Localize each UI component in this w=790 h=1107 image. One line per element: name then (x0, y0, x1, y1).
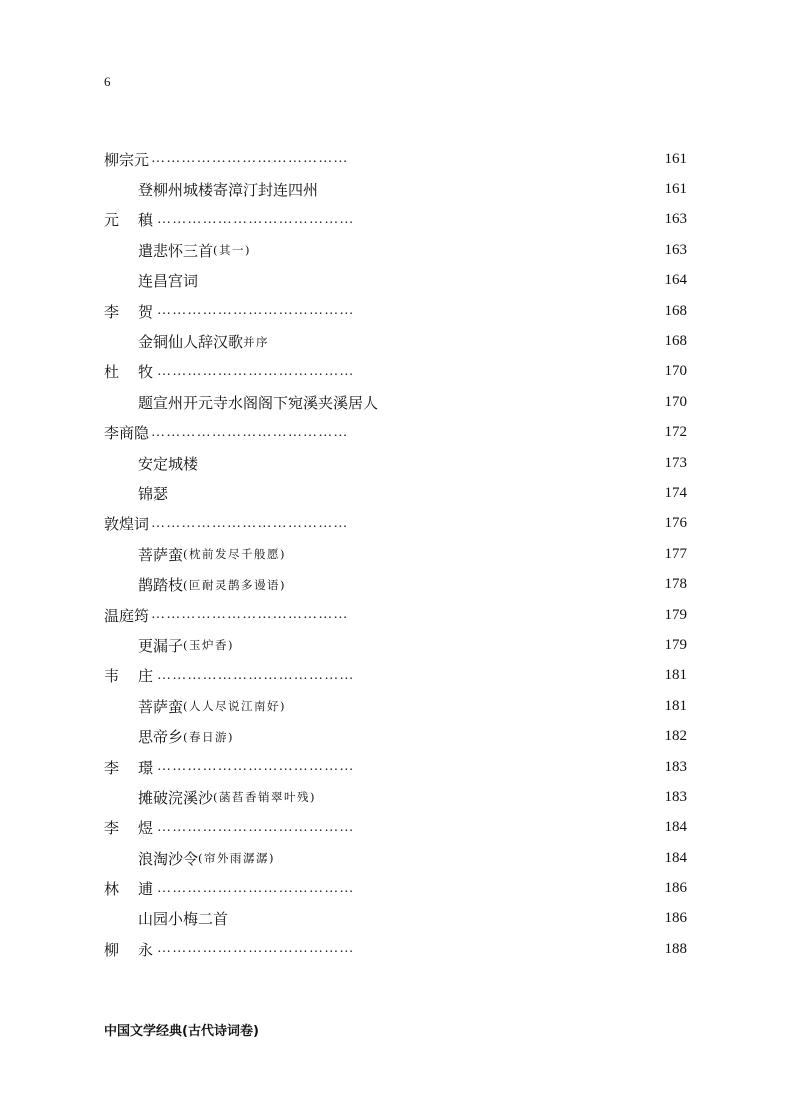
page-reference: 163 (664, 211, 687, 228)
page-reference: 179 (664, 636, 687, 653)
poem-title: 菩萨蛮 (138, 697, 184, 716)
page-reference: 170 (664, 393, 687, 410)
poem-title: 安定城楼 (138, 454, 199, 473)
toc-poem-row[interactable] (104, 904, 687, 934)
toc-author-row[interactable] (104, 873, 687, 903)
toc-poem-row[interactable] (104, 266, 687, 296)
author-name: 温庭筠 (104, 606, 150, 625)
author-name: 林 逋 (104, 880, 154, 899)
poem-note: (玉炉香) (183, 638, 234, 653)
toc-poem-row[interactable] (104, 569, 687, 599)
leader-dots: ………………………………… (157, 211, 355, 227)
page-reference: 173 (664, 454, 687, 471)
leader-dots: ………………………………… (151, 151, 349, 167)
poem-title: 锦瑟 (138, 484, 169, 503)
poem-title: 连昌宫词 (138, 272, 199, 291)
author-name: 李 璟 (104, 758, 154, 777)
toc-author-row[interactable] (104, 600, 687, 630)
poem-note: (春日游) (183, 729, 234, 744)
leader-dots: ………………………………… (157, 819, 355, 835)
leader-dots: ………………………………… (157, 941, 355, 957)
page-reference: 183 (664, 788, 687, 805)
toc-poem-row[interactable] (104, 721, 687, 751)
page-reference: 168 (664, 333, 687, 350)
author-name: 杜 牧 (104, 363, 154, 382)
page-reference: 183 (664, 758, 687, 775)
poem-note: (菡萏香销翠叶残) (213, 790, 316, 805)
page-number: 6 (104, 74, 111, 89)
page-reference: 176 (664, 515, 687, 532)
book-title-footer: 中国文学经典(古代诗词卷) (104, 1024, 259, 1039)
page-reference: 174 (664, 484, 687, 501)
poem-title: 题宣州开元寺水阁阁下宛溪夹溪居人 (138, 393, 379, 412)
toc-author-row[interactable] (104, 205, 687, 235)
page-reference: 188 (664, 940, 687, 957)
toc-author-row[interactable] (104, 357, 687, 387)
toc-author-row[interactable] (104, 813, 687, 843)
poem-title: 登柳州城楼寄漳汀封连四州 (138, 181, 319, 200)
page-reference: 163 (664, 241, 687, 258)
poem-title: 更漏子 (138, 636, 184, 655)
poem-note: (其一) (213, 243, 251, 258)
leader-dots: ………………………………… (157, 303, 355, 319)
leader-dots: ………………………………… (157, 667, 355, 683)
page-reference: 181 (664, 697, 687, 714)
toc-poem-row[interactable] (104, 174, 687, 204)
page-reference: 177 (664, 545, 687, 562)
poem-note: (人人尽说江南好) (183, 699, 286, 714)
toc-poem-row[interactable] (104, 387, 687, 417)
poem-title: 金铜仙人辞汉歌 (138, 333, 244, 352)
toc-author-row[interactable] (104, 661, 687, 691)
poem-title: 菩萨蛮 (138, 545, 184, 564)
author-name: 李 贺 (104, 302, 154, 321)
author-name: 柳宗元 (104, 150, 150, 169)
poem-note: (叵耐灵鹊多谩语) (183, 577, 286, 592)
poem-note: (帘外雨潺潺) (198, 851, 275, 866)
author-name: 李商隐 (104, 424, 150, 443)
table-of-contents (104, 144, 687, 965)
page-reference: 186 (664, 910, 687, 927)
page-reference: 161 (664, 181, 687, 198)
leader-dots: ………………………………… (157, 759, 355, 774)
page-reference: 178 (664, 576, 687, 593)
author-name: 柳 永 (104, 940, 154, 959)
poem-title: 思帝乡 (138, 728, 184, 747)
toc-poem-row[interactable] (104, 782, 687, 812)
toc-author-row[interactable] (104, 509, 687, 539)
page-reference: 184 (664, 819, 687, 836)
toc-author-row[interactable] (104, 144, 687, 174)
leader-dots: ………………………………… (151, 424, 349, 440)
poem-title: 摊破浣溪沙 (138, 788, 214, 807)
toc-author-row[interactable] (104, 418, 687, 448)
leader-dots: ………………………………… (157, 363, 355, 379)
leader-dots: ………………………………… (151, 607, 349, 623)
page-reference: 172 (664, 424, 687, 441)
poem-title: 鹊踏枝 (138, 576, 184, 595)
page-reference: 179 (664, 606, 687, 623)
poem-note: 并序 (243, 334, 270, 349)
toc-poem-row[interactable] (104, 630, 687, 660)
toc-author-row[interactable] (104, 296, 687, 326)
page-reference: 164 (664, 272, 687, 289)
toc-poem-row[interactable] (104, 448, 687, 478)
poem-note: (枕前发尽千般愿) (183, 547, 286, 562)
toc-author-row[interactable] (104, 934, 687, 964)
page-reference: 186 (664, 880, 687, 897)
toc-poem-row[interactable] (104, 843, 687, 873)
toc-poem-row[interactable] (104, 691, 687, 721)
toc-poem-row[interactable] (104, 478, 687, 508)
page-reference: 161 (664, 150, 687, 167)
leader-dots: ………………………………… (157, 880, 355, 896)
poem-title: 山园小梅二首 (138, 910, 229, 929)
toc-poem-row[interactable] (104, 539, 687, 569)
author-name: 李 煜 (104, 819, 154, 838)
poem-title: 遣悲怀三首 (138, 241, 214, 260)
page-reference: 168 (664, 302, 687, 319)
page-reference: 181 (664, 667, 687, 684)
toc-author-row[interactable] (104, 752, 687, 782)
author-name: 韦 庄 (104, 667, 154, 686)
page-reference: 170 (664, 363, 687, 380)
page-reference: 182 (664, 728, 687, 745)
author-name: 敦煌词 (104, 515, 150, 534)
author-name: 元 稹 (104, 211, 154, 230)
poem-title: 浪淘沙令 (138, 849, 199, 868)
toc-poem-row[interactable] (104, 326, 687, 356)
leader-dots: ………………………………… (151, 515, 349, 531)
page-reference: 184 (664, 849, 687, 866)
toc-poem-row[interactable] (104, 235, 687, 265)
